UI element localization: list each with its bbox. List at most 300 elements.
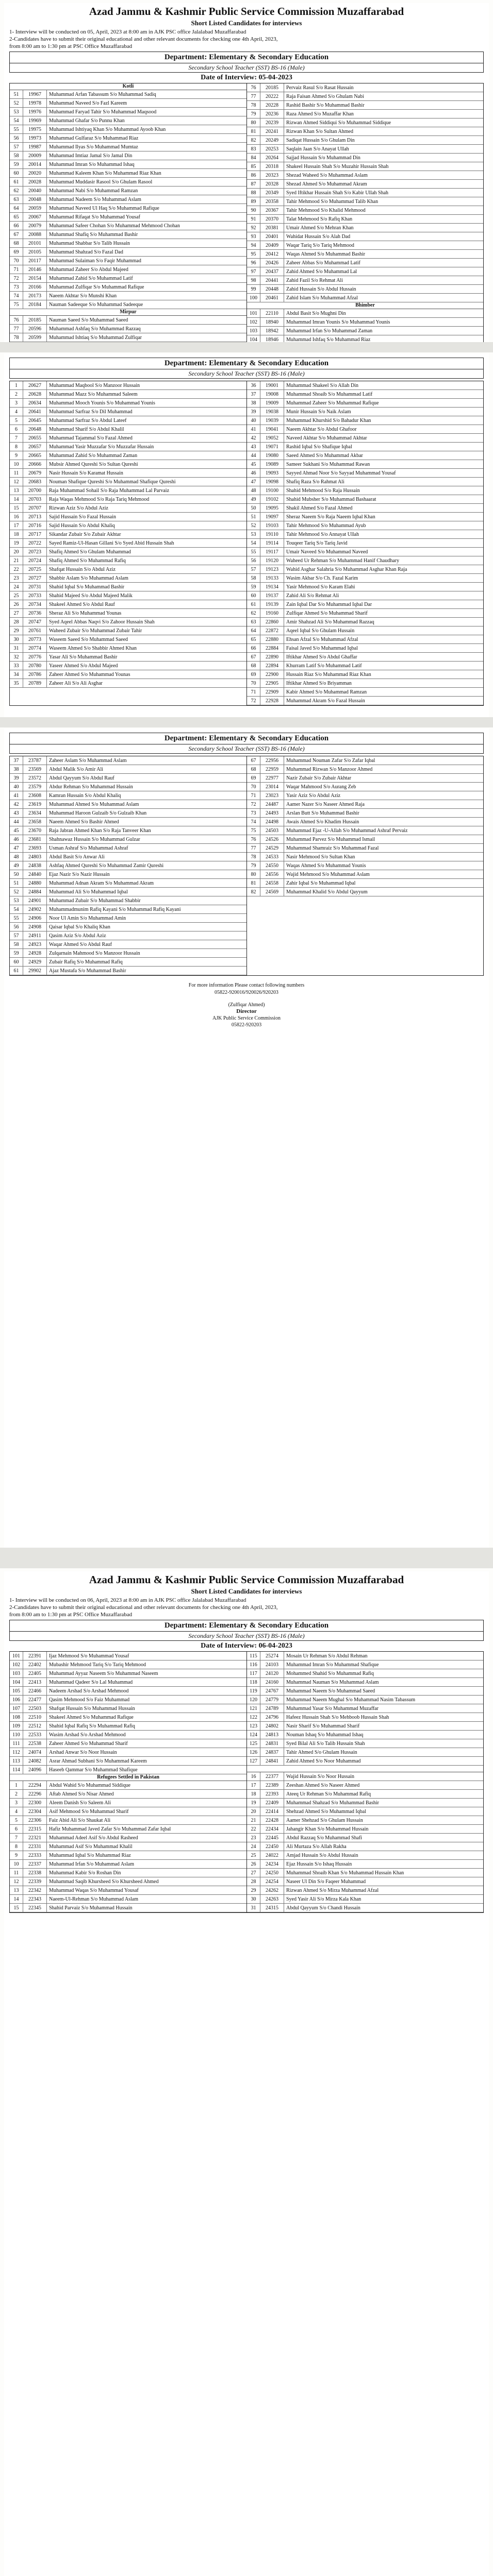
- roll-number: 19100: [260, 486, 284, 495]
- candidate-name: Muhammad Adeel Asif S/o Abdul Rasheed: [49, 1835, 138, 1841]
- roll-number: 22503: [23, 1704, 47, 1713]
- candidate-name: Muhammad Nabi S/o Muhammad Ramzan: [49, 188, 138, 194]
- candidate-row: [10, 1886, 247, 1895]
- serial-number: 1: [10, 381, 23, 389]
- candidate-name: Sameer Sukhani S/o Muhammad Rawan: [286, 461, 370, 467]
- candidate-row: [10, 800, 247, 809]
- roll-number: 20349: [260, 189, 284, 197]
- candidate-name: Raza Ahmed S/o Muzaffar Khan: [286, 111, 354, 117]
- candidate-name: Shafiq Ahmed S/o Muhammad Rafiq: [49, 557, 126, 564]
- roll-number: 24503: [260, 826, 284, 835]
- candidate-row: [10, 1757, 247, 1766]
- candidate-name: Shabbir Aslam S/o Muhammad Aslam: [49, 575, 128, 581]
- serial-number: 88: [247, 189, 260, 197]
- candidate-row: [10, 1748, 247, 1757]
- candidate-name: Abdul Basit S/o Mughni Din: [286, 310, 346, 316]
- roll-number: 20747: [23, 618, 47, 626]
- roll-number: 24074: [23, 1748, 47, 1756]
- candidate-name: Waqas Ahmed S/o Muhammad Bashir: [286, 251, 366, 257]
- roll-number: 20185: [260, 83, 284, 92]
- candidate-name: Zahid Ali S/o Rehmat Ali: [286, 592, 339, 599]
- roll-number: 22409: [260, 1799, 284, 1807]
- candidate-row: [247, 495, 483, 504]
- roll-number: 24901: [23, 896, 47, 905]
- roll-number: 20441: [260, 276, 284, 284]
- candidate-row: [10, 1704, 247, 1713]
- candidate-name: Aqeel Iqbal S/o Ghulam Hussain: [286, 628, 355, 634]
- candidate-row: [10, 923, 247, 931]
- left-column: [10, 83, 247, 342]
- roll-number: 22909: [260, 688, 284, 696]
- candidate-name: Muhammad Irfan S/o Muhammad Zaman: [286, 328, 373, 334]
- candidate-row: [247, 451, 483, 460]
- serial-number: 70: [247, 783, 260, 791]
- roll-number: 22338: [23, 1869, 47, 1877]
- district-heading: Kotli: [10, 83, 247, 90]
- candidate-row: [10, 300, 247, 309]
- candidate-name: Aleem Danish S/o Saleem Ali: [49, 1800, 111, 1806]
- note-1: 1- Interview will be conducted on 05, April, 2023 at 8:00 am in AJK PSC office Jalalabad Muzaffarabad: [9, 29, 247, 35]
- serial-number: 55: [10, 125, 23, 133]
- candidate-row: [247, 399, 483, 408]
- candidate-name: Abdul Basit S/o Anwar Ali: [49, 854, 105, 860]
- serial-number: 71: [247, 791, 260, 800]
- candidate-name: Muhammad Yasir Muzzafar S/o Muzzafar Hussain: [49, 444, 154, 450]
- post-title: Secondary School Teacher (SST) BS-16 (Male): [9, 1632, 484, 1641]
- serial-number: 13: [10, 1886, 23, 1894]
- roll-number: 29902: [23, 967, 47, 975]
- roll-number: 24880: [23, 879, 47, 887]
- serial-number: 90: [247, 206, 260, 214]
- candidate-name: Naseer Ul Din S/o Faqeer Muhammad: [286, 1878, 366, 1885]
- candidate-name: Muhammad Ali S/o Muhammad Iqbal: [49, 889, 128, 895]
- candidate-row: [247, 521, 483, 530]
- serial-number: 27: [247, 1869, 260, 1877]
- serial-number: 66: [10, 222, 23, 230]
- roll-number: 20370: [260, 215, 284, 223]
- candidate-row: [247, 504, 483, 513]
- serial-number: 31: [247, 1904, 260, 1912]
- serial-number: 116: [247, 1660, 260, 1669]
- serial-number: 39: [247, 408, 260, 416]
- roll-number: 24569: [260, 888, 284, 896]
- roll-number: 20780: [23, 662, 47, 670]
- serial-number: 62: [10, 187, 23, 195]
- candidate-row: [10, 1904, 247, 1912]
- roll-number: 22342: [23, 1886, 47, 1894]
- roll-number: 20733: [23, 591, 47, 600]
- roll-number: 24262: [260, 1886, 284, 1894]
- roll-number: 20683: [23, 478, 47, 486]
- commission-title: Azad Jammu & Kashmir Public Service Commission Muzaffarabad: [89, 5, 404, 18]
- serial-number: 25: [10, 591, 23, 600]
- candidate-name: Wahidat Hussain S/o Alah Dad: [286, 233, 351, 240]
- serial-number: 92: [247, 224, 260, 232]
- roll-number: 24928: [23, 949, 47, 957]
- candidate-name: Shafqat Hussain S/o Abdul Aziz: [49, 566, 116, 572]
- serial-number: 37: [10, 756, 23, 765]
- candidate-row: [10, 591, 247, 600]
- candidate-name: Iftikhar Ahmed S/o Abdul Ghaffar: [286, 654, 357, 660]
- roll-number: 19133: [260, 574, 284, 582]
- candidate-name: Naeem Akhtar S/o Munshi Khan: [49, 293, 117, 299]
- candidate-name: Zahid Ahmed S/o Noor Muhammad: [286, 1758, 361, 1764]
- roll-number: 24803: [23, 853, 47, 861]
- roll-number: 20185: [23, 316, 47, 324]
- roll-number: 19052: [260, 434, 284, 442]
- candidate-row: [247, 774, 483, 783]
- candidate-name: Muhammad Zaheer S/o Muhammad Rafique: [286, 400, 379, 406]
- serial-number: 56: [247, 556, 260, 565]
- roll-number: 22315: [23, 1825, 47, 1833]
- candidate-name: Touqeer Tariq S/o Tariq Javid: [286, 540, 348, 546]
- candidate-name: Ateeq Ur Rehman S/o Muhammad Rafiq: [286, 1791, 371, 1797]
- serial-number: 66: [247, 644, 260, 652]
- serial-number: 70: [10, 257, 23, 265]
- candidate-row: [10, 416, 247, 425]
- serial-number: 123: [247, 1722, 260, 1730]
- roll-number: 22393: [260, 1790, 284, 1798]
- signer-title: Director: [236, 1008, 257, 1014]
- candidate-name: Muhammad Parvez S/o Muhammad Ismail: [286, 836, 375, 842]
- candidate-name: Kabir Ahmed S/o Muhammad Ramzan: [286, 689, 367, 695]
- serial-number: 107: [10, 1704, 23, 1713]
- candidate-name: Iftikhar Ahmed S/o Briyamman: [286, 680, 352, 686]
- candidate-name: Muhammad Ishfaq S/o Muhammad Riaz: [286, 336, 371, 342]
- candidate-row: [247, 1895, 483, 1904]
- serial-number: 30: [10, 635, 23, 643]
- candidate-row: [247, 1757, 483, 1766]
- signer-name: (Zulfiqar Ahmed): [228, 1002, 265, 1008]
- candidate-row: [247, 756, 483, 765]
- serial-number: 23: [247, 1834, 260, 1842]
- roll-number: 22337: [23, 1860, 47, 1868]
- serial-number: 27: [10, 609, 23, 617]
- candidate-row: [10, 791, 247, 800]
- candidate-row: [247, 861, 483, 870]
- roll-number: 22884: [260, 644, 284, 652]
- candidate-row: [247, 469, 483, 478]
- signer-phone: 05822-920203: [231, 1022, 262, 1028]
- roll-number: 20146: [23, 265, 47, 274]
- roll-number: 20241: [260, 127, 284, 135]
- candidate-name: Raja Muhammad Sohail S/o Raja Muhammad Lal Parvaiz: [49, 487, 170, 494]
- roll-number: 24831: [260, 1739, 284, 1748]
- roll-number: 20724: [23, 556, 47, 565]
- serial-number: 56: [10, 134, 23, 142]
- commission-title: Azad Jammu & Kashmir Public Service Commission Muzaffarabad: [89, 1573, 404, 1586]
- serial-number: 14: [10, 495, 23, 503]
- serial-number: 71: [247, 688, 260, 696]
- candidate-name: Mosain Ur Rehman S/o Abdul Rehman: [286, 1653, 368, 1659]
- serial-number: 120: [247, 1696, 260, 1704]
- roll-number: 24789: [260, 1704, 284, 1713]
- roll-number: 20048: [23, 195, 47, 204]
- candidate-name: Waheed Ur Rehman S/o Muhammad Hanif Chaudhary: [286, 557, 400, 564]
- candidate-row: [10, 574, 247, 583]
- candidate-row: [247, 171, 483, 180]
- roll-number: 19071: [260, 443, 284, 451]
- candidate-name: Faiz Abid Ali S/o Shaukat Ali: [49, 1817, 111, 1823]
- candidate-name: Rashid Iqbal S/o Shafique Iqbal: [286, 444, 352, 450]
- candidate-name: Shakeel Hussain Shah S/o Muzahir Hussain Shah: [286, 163, 389, 170]
- serial-number: 72: [247, 697, 260, 705]
- district-heading: Bhimber: [247, 302, 483, 309]
- serial-number: 44: [10, 818, 23, 826]
- roll-number: 22510: [23, 1713, 47, 1721]
- candidate-row: [247, 110, 483, 118]
- serial-number: 7: [10, 1834, 23, 1842]
- candidate-row: [247, 267, 483, 276]
- roll-number: 22928: [260, 697, 284, 705]
- candidate-row: [10, 265, 247, 274]
- candidate-name: Zahid Hussain S/o Abdul Hussain: [286, 286, 356, 292]
- candidate-row: [247, 791, 483, 800]
- candidate-name: Khurram Latif S/o Muhammad Latif: [286, 663, 362, 669]
- candidate-row: [10, 125, 247, 134]
- candidate-row: [10, 756, 247, 765]
- candidate-row: [247, 679, 483, 688]
- candidate-row: [247, 591, 483, 600]
- roll-number: 24234: [260, 1860, 284, 1868]
- roll-number: 20713: [23, 513, 47, 521]
- note-2: 2-Candidates have to submit their original educational and other relevant documents for checking one 4th April, 2023,: [9, 36, 278, 42]
- roll-number: 24533: [260, 853, 284, 861]
- candidate-row: [247, 1748, 483, 1757]
- roll-number: 20358: [260, 197, 284, 206]
- candidate-row: [247, 1687, 483, 1696]
- roll-number: 23572: [23, 774, 47, 782]
- candidate-name: Syed Iftikhar Hussain Shah S/o Kabir Ullah Shah: [286, 190, 389, 196]
- instructions: [4, 27, 489, 50]
- roll-number: 20734: [23, 600, 47, 608]
- roll-number: 20789: [23, 679, 47, 687]
- candidate-row: [10, 914, 247, 923]
- candidate-name: Tahir Mehmood S/o Muhammad Ayub: [286, 522, 366, 529]
- candidate-row: [10, 879, 247, 888]
- roll-number: 20323: [260, 171, 284, 179]
- roll-number: 22345: [23, 1904, 47, 1912]
- candidate-name: Zaheer Aslam S/o Muhammad Aslam: [49, 757, 127, 764]
- roll-number: 23579: [23, 783, 47, 791]
- candidate-name: Shafqat Hussain S/o Muhammad Hussain: [49, 1705, 135, 1711]
- roll-number: 20426: [260, 259, 284, 267]
- roll-number: 20648: [23, 425, 47, 433]
- candidate-name: Waheed Zubair S/o Muhammad Zubair Tahir: [49, 628, 142, 634]
- candidate-row: [247, 618, 483, 626]
- roll-number: 20117: [23, 257, 47, 265]
- roll-number: 24550: [260, 861, 284, 870]
- candidate-row: [10, 390, 247, 399]
- roll-number: 24493: [260, 809, 284, 817]
- candidate-row: [247, 118, 483, 127]
- candidate-name: Waseem Ahmed S/o Shabbir Ahmed Khan: [49, 645, 137, 651]
- roll-number: 24841: [260, 1757, 284, 1765]
- candidate-row: [10, 1816, 247, 1825]
- candidate-row: [10, 434, 247, 443]
- candidate-name: Tahir Mehmood S/o Muhammad Talib Khan: [286, 198, 379, 205]
- candidate-name: Nasir Sharif S/o Muhammad Sharif: [286, 1723, 360, 1729]
- roll-number: 22333: [23, 1851, 47, 1859]
- candidate-name: Muhammad Qadeer S/o Lal Muhammad: [49, 1679, 133, 1685]
- roll-number: 20236: [260, 110, 284, 118]
- serial-number: 60: [247, 591, 260, 600]
- roll-number: 20725: [23, 565, 47, 573]
- roll-number: 22343: [23, 1895, 47, 1903]
- serial-number: 38: [10, 765, 23, 773]
- serial-number: 30: [247, 1895, 260, 1903]
- candidate-row: [10, 1669, 247, 1678]
- roll-number: 24487: [260, 800, 284, 808]
- roll-number: 22533: [23, 1731, 47, 1739]
- serial-number: 94: [247, 241, 260, 249]
- roll-number: 22306: [23, 1816, 47, 1824]
- candidate-name: Awais Ahmed S/o Khadim Hussain: [286, 819, 359, 825]
- candidate-name: Muhammad Rifaqat S/o Muhammad Yousaf: [49, 214, 140, 220]
- serial-number: 17: [10, 521, 23, 530]
- candidate-row: [10, 230, 247, 239]
- candidate-row: [10, 1851, 247, 1860]
- roll-number: 24906: [23, 914, 47, 922]
- serial-number: 26: [10, 600, 23, 608]
- roll-number: 19120: [260, 556, 284, 565]
- candidate-row: [10, 1713, 247, 1722]
- candidate-row: [247, 662, 483, 670]
- shortlist-subtitle: Short Listed Candidates for interviews: [191, 19, 302, 27]
- roll-number: 20264: [260, 154, 284, 162]
- candidate-row: [10, 1766, 247, 1774]
- candidate-row: [247, 1816, 483, 1825]
- roll-number: 19038: [260, 408, 284, 416]
- candidate-name: Noor Ul Amin S/o Muhammad Amin: [49, 915, 126, 921]
- serial-number: 69: [247, 670, 260, 679]
- roll-number: 19098: [260, 478, 284, 486]
- candidate-row: [247, 765, 483, 774]
- candidate-row: [10, 443, 247, 451]
- candidate-row: [247, 1842, 483, 1851]
- candidate-row: [10, 1842, 247, 1851]
- candidate-row: [10, 931, 247, 940]
- instructions: [4, 1596, 489, 1618]
- roll-number: 20040: [23, 187, 47, 195]
- candidate-row: [247, 1731, 483, 1739]
- candidate-name: Rashid Bashir S/o Muhammad Bashir: [286, 102, 365, 108]
- serial-number: 54: [247, 539, 260, 547]
- roll-number: 24779: [260, 1696, 284, 1704]
- serial-number: 40: [10, 783, 23, 791]
- serial-number: 52: [10, 99, 23, 107]
- header: [4, 3, 489, 27]
- roll-number: 19975: [23, 125, 47, 133]
- roll-number: 20020: [23, 169, 47, 177]
- roll-number: 24254: [260, 1877, 284, 1886]
- candidate-name: Abdul Razzaq S/o Muhammad Shafi: [286, 1835, 363, 1841]
- serial-number: 84: [247, 154, 260, 162]
- candidate-row: [10, 399, 247, 408]
- candidate-row: [247, 1807, 483, 1816]
- candidate-row: [10, 195, 247, 204]
- candidate-name: Waseem Saeed S/o Muhammad Saeed: [49, 636, 128, 642]
- roll-number: 22872: [260, 626, 284, 635]
- roll-number: 22405: [23, 1669, 47, 1677]
- candidate-row: [10, 333, 247, 342]
- candidate-row: [10, 662, 247, 670]
- candidate-row: [247, 215, 483, 224]
- serial-number: 40: [247, 416, 260, 425]
- candidate-row: [247, 653, 483, 662]
- candidate-row: [247, 644, 483, 653]
- serial-number: 12: [10, 1877, 23, 1886]
- serial-number: 53: [247, 530, 260, 538]
- candidate-name: Sheraz Ali S/o Muhammad Younas: [49, 610, 122, 616]
- candidate-name: Wasim Akbar S/o Ch. Fazal Karim: [286, 575, 358, 581]
- roll-number: 20067: [23, 213, 47, 221]
- candidate-name: Rizwan Ahmed Siddiqui S/o Muhammad Siddique: [286, 120, 391, 126]
- roll-number: 22110: [260, 309, 284, 317]
- candidate-name: Muhammad Ishtiyaq Khan S/o Muhammad Ayoob Khan: [49, 126, 166, 132]
- serial-number: 19: [247, 1799, 260, 1807]
- candidate-row: [10, 292, 247, 300]
- candidate-name: Sikandar Zubair S/o Zubair Akhtar: [49, 531, 121, 537]
- candidate-name: Mubsir Ahmed Qureshi S/o Sultan Qureshi: [49, 461, 138, 467]
- serial-number: 58: [10, 940, 23, 948]
- candidate-row: [247, 232, 483, 241]
- candidate-row: [247, 1739, 483, 1748]
- post-title: Secondary School Teacher (SST) BS-16 (Male): [9, 369, 484, 379]
- roll-number: 24529: [260, 844, 284, 852]
- serial-number: 70: [247, 679, 260, 687]
- serial-number: 64: [10, 204, 23, 212]
- roll-number: 20655: [23, 434, 47, 442]
- department-heading: Department: Elementary & Secondary Education: [9, 52, 484, 63]
- roll-number: 24250: [260, 1869, 284, 1877]
- candidate-name: Muhammad Ashfaq S/o Muhammad Razzaq: [49, 326, 141, 332]
- candidate-row: [10, 116, 247, 125]
- roll-number: 23787: [23, 756, 47, 765]
- candidate-name: Ehsan Afzal S/o Muhammad Afzal: [286, 636, 358, 642]
- roll-number: 20328: [260, 180, 284, 188]
- serial-number: 78: [247, 101, 260, 109]
- candidate-name: Shafiq Ahmed S/o Ghulam Muhammad: [49, 549, 131, 555]
- interview-date: Date of Interview: 06-04-2023: [201, 1642, 292, 1650]
- roll-number: 20628: [23, 390, 47, 398]
- candidate-name: Wahid Asghar Salahria S/o Muhammad Asghar Khan Raja: [286, 566, 407, 572]
- roll-number: 22956: [260, 756, 284, 765]
- candidate-row: [10, 248, 247, 257]
- serial-number: 4: [10, 1807, 23, 1816]
- serial-number: 7: [10, 434, 23, 442]
- roll-number: 24923: [23, 940, 47, 948]
- roll-number: 24929: [23, 958, 47, 966]
- roll-number: 20641: [23, 408, 47, 416]
- candidate-row: [247, 101, 483, 110]
- candidate-row: [10, 1834, 247, 1842]
- candidate-name: Syed Aqeel Abbas Naqvi S/o Zahoor Hussain Shah: [49, 619, 155, 625]
- contact-text: For more information Please contact following numbers: [188, 982, 305, 988]
- candidate-row: [247, 1696, 483, 1704]
- serial-number: 55: [10, 914, 23, 922]
- roll-number: 22512: [23, 1722, 47, 1730]
- serial-number: 82: [247, 136, 260, 144]
- serial-number: 21: [10, 556, 23, 565]
- candidate-name: Wasim Arshad S/o Arshad Mehmood: [49, 1732, 126, 1738]
- candidate-row: [247, 1834, 483, 1842]
- candidate-name: Shakeel Ahmed S/o Abdul Rauf: [49, 601, 115, 607]
- candidate-row: [10, 940, 247, 949]
- candidate-row: [247, 1860, 483, 1869]
- serial-number: 29: [10, 626, 23, 635]
- candidate-row: [247, 626, 483, 635]
